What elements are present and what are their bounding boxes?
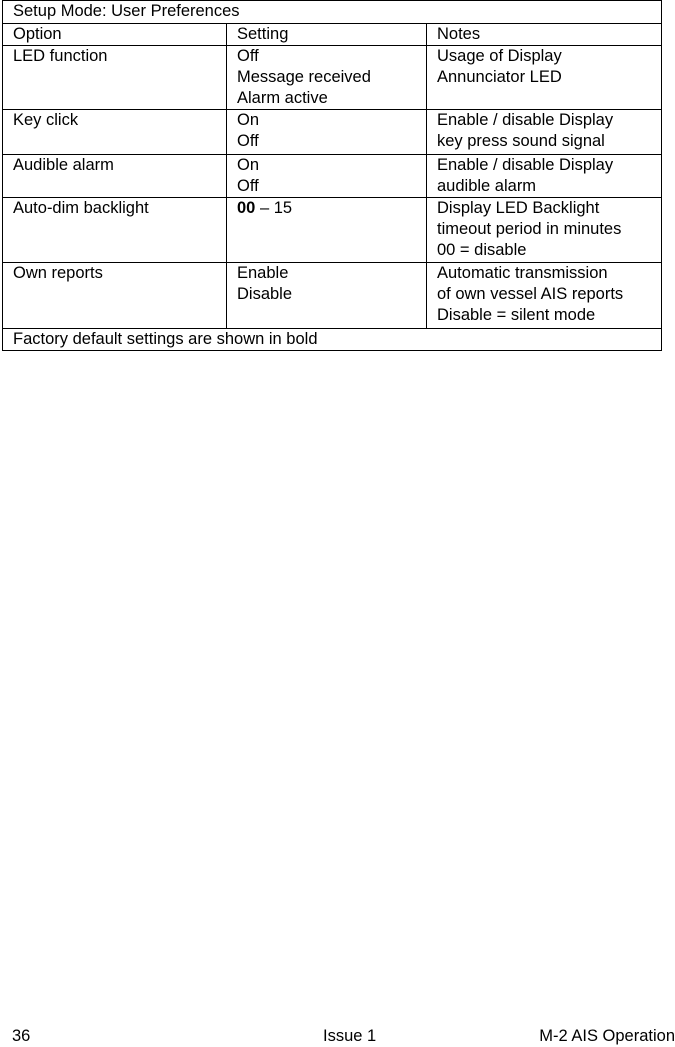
notes-line: Usage of Display [437, 47, 562, 65]
setting-value: Message received [237, 68, 371, 86]
setting-value: Off [237, 177, 259, 195]
notes-line: Automatic transmission [437, 264, 608, 282]
default-value: 00 [237, 199, 256, 217]
document-title: M-2 AIS Operation [539, 1027, 675, 1045]
option-cell: Key click [3, 110, 227, 155]
setting-cell [227, 46, 427, 110]
notes-line: 00 = disable [437, 241, 527, 259]
table-row [3, 46, 662, 110]
table-header-row [3, 24, 662, 46]
table-row [3, 198, 662, 263]
notes-line: Enable / disable Display [437, 111, 614, 129]
table-title: Setup Mode: User Preferences [3, 1, 662, 24]
setting-cell [227, 110, 427, 155]
setting-value: On [237, 111, 260, 129]
table-footnote: Factory default settings are shown in bold [3, 329, 662, 351]
setting-cell [227, 155, 427, 198]
setting-value: Disable [237, 285, 293, 303]
notes-line: Annunciator LED [437, 68, 562, 86]
notes-line: Disable = silent mode [437, 306, 596, 324]
user-preferences-table [2, 0, 662, 351]
notes-line: Enable / disable Display [437, 156, 614, 174]
notes-cell [427, 46, 662, 110]
range-rest: – 15 [255, 199, 293, 217]
setting-value: Enable [237, 264, 289, 282]
table-row [3, 263, 662, 329]
issue-label: Issue 1 [323, 1027, 377, 1045]
option-cell: LED function [3, 46, 227, 110]
header-setting: Setting [227, 24, 427, 46]
option-cell: Audible alarm [3, 155, 227, 198]
setting-value: Alarm active [237, 89, 328, 107]
notes-cell [427, 198, 662, 263]
notes-line: of own vessel AIS reports [437, 285, 624, 303]
table-row [3, 110, 662, 155]
table-row [3, 155, 662, 198]
setting-cell [227, 263, 427, 329]
setting-value: Off [237, 47, 259, 65]
setting-value: On [237, 156, 260, 174]
notes-cell [427, 110, 662, 155]
notes-line: key press sound signal [437, 132, 605, 150]
notes-line: Display LED Backlight [437, 199, 600, 217]
option-cell: Auto-dim backlight [3, 198, 227, 263]
setting-range [237, 198, 426, 219]
page-number: 36 [12, 1027, 31, 1045]
notes-line: timeout period in minutes [437, 220, 622, 238]
notes-cell [427, 263, 662, 329]
notes-cell [427, 155, 662, 198]
header-option: Option [3, 24, 227, 46]
header-notes: Notes [427, 24, 662, 46]
setting-cell [227, 198, 427, 263]
notes-line: audible alarm [437, 177, 537, 195]
setting-value: Off [237, 132, 259, 150]
option-cell: Own reports [3, 263, 227, 329]
